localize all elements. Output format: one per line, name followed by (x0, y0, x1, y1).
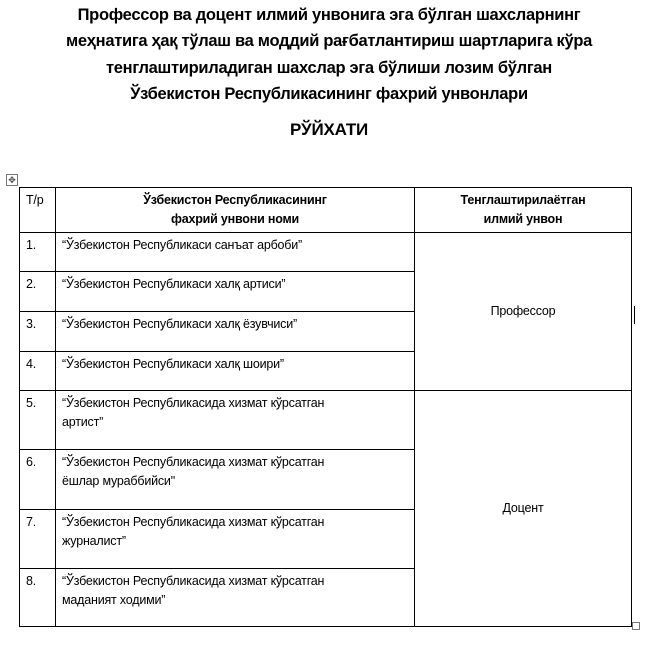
table-resize-handle[interactable] (632, 622, 640, 630)
row-number: 7. (20, 510, 56, 569)
row-number: 1. (20, 233, 56, 272)
text-cursor (634, 306, 635, 324)
row-title-line: “Ўзбекистон Республикасида хизмат кўрсатган (62, 515, 325, 529)
header-text: илмий унвон (483, 212, 563, 226)
header-text: фахрий унвони номи (170, 212, 300, 226)
table-row (20, 233, 632, 272)
table-move-handle-icon[interactable]: ✥ (6, 174, 18, 186)
title-line: тенглаштириладиган шахслар эга бўлиши лозим бўлган (106, 58, 552, 77)
title-line: Ўзбекистон Республикасининг фахрий унвонлари (130, 84, 528, 103)
row-title (56, 450, 415, 510)
row-title: “Ўзбекистон Республикаси халқ ёзувчиси” (56, 312, 415, 352)
document-subtitle: РЎЙХАТИ (289, 120, 369, 139)
document-title (0, 2, 658, 107)
row-number: 2. (20, 272, 56, 312)
header-text: Ўзбекистон Республикасининг (143, 193, 327, 207)
row-title: “Ўзбекистон Республикаси санъат арбоби” (56, 233, 415, 272)
row-title-line: артист” (62, 415, 104, 429)
header-title-name (56, 188, 415, 233)
row-number: 4. (20, 352, 56, 391)
row-title: “Ўзбекистон Республикаси халқ шоири” (56, 352, 415, 391)
row-title-line: журналист” (62, 534, 126, 548)
rank-docent: Доцент (415, 391, 632, 627)
header-text: Тенглаштирилаётган (460, 193, 586, 207)
table-row (20, 391, 632, 450)
row-title-line: “Ўзбекистон Республикасида хизмат кўрсатган (62, 396, 325, 410)
header-number: Т/р (20, 188, 56, 233)
row-title (56, 569, 415, 627)
row-title-line: маданият ходими” (62, 593, 166, 607)
row-title (56, 510, 415, 569)
table-header-row (20, 188, 632, 233)
row-title (56, 391, 415, 450)
row-title-line: ёшлар мураббийси" (62, 474, 175, 488)
row-number: 8. (20, 569, 56, 627)
row-number: 5. (20, 391, 56, 450)
row-title-line: “Ўзбекистон Республикасида хизмат кўрсатган (62, 574, 325, 588)
row-title: “Ўзбекистон Республикаси халқ артиси” (56, 272, 415, 312)
row-title-line: “Ўзбекистон Республикасида хизмат кўрсатган (62, 455, 325, 469)
row-number: 6. (20, 450, 56, 510)
header-academic-rank (415, 188, 632, 233)
rank-professor: Профессор (415, 233, 632, 391)
honorary-titles-table (19, 187, 632, 627)
title-line: меҳнатига ҳақ тўлаш ва моддий рағбатлантириш шартларига кўра (66, 32, 592, 51)
row-number: 3. (20, 312, 56, 352)
title-line: Профессор ва доцент илмий унвонига эга бўлган шахсларнинг (77, 6, 581, 24)
